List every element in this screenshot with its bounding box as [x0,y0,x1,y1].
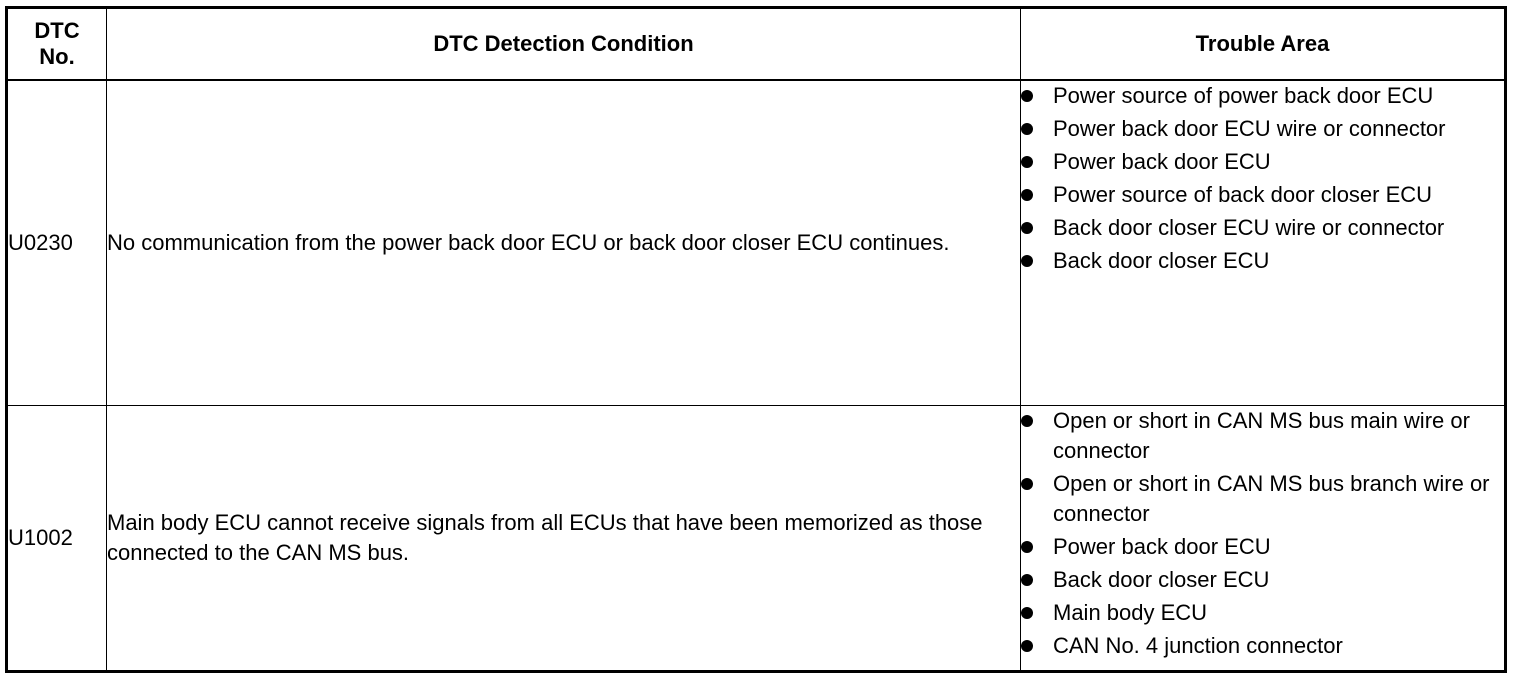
trouble-area-text: CAN No. 4 junction connector [1053,633,1343,658]
detection-condition: Main body ECU cannot receive signals from all ECUs that have been memorized as those connected to the CAN MS bus. [107,406,1021,672]
bullet-icon [1021,640,1033,652]
bullet-icon [1021,90,1033,102]
trouble-area-text: Power back door ECU [1053,534,1271,559]
bullet-icon [1021,478,1033,490]
bullet-icon [1021,123,1033,135]
table-row [7,406,1506,672]
list-item [1021,598,1504,628]
list-item [1021,180,1504,210]
dtc-code: U0230 [7,80,107,406]
list-item [1021,147,1504,177]
trouble-area-text: Open or short in CAN MS bus main wire or connector [1053,408,1470,463]
trouble-area-text: Back door closer ECU [1053,247,1270,273]
header-detection-condition: DTC Detection Condition [107,8,1021,80]
dtc-table [5,6,1507,673]
list-item [1021,81,1504,111]
bullet-icon [1021,255,1033,267]
header-trouble-area: Trouble Area [1021,8,1506,80]
trouble-area-text: Power back door ECU [1053,148,1271,174]
list-item [1021,565,1504,595]
trouble-area-text: Power source of back door closer ECU [1053,181,1433,207]
bullet-icon [1021,574,1033,586]
trouble-area-text: Back door closer ECU wire or connector [1053,214,1445,240]
trouble-area-cell [1021,80,1506,406]
dtc-code: U1002 [7,406,107,672]
header-row [7,8,1506,80]
detection-condition: No communication from the power back door ECU or back door closer ECU continues. [107,80,1021,406]
list-item [1021,631,1504,661]
bullet-icon [1021,156,1033,168]
trouble-area-cell [1021,406,1506,672]
table-row [7,80,1506,406]
trouble-area-list [1021,406,1504,661]
trouble-area-text: Power back door ECU wire or connector [1053,115,1446,141]
list-item [1021,213,1504,243]
trouble-area-text: Power source of power back door ECU [1053,82,1434,108]
bullet-icon [1021,222,1033,234]
bullet-icon [1021,415,1033,427]
list-item [1021,406,1504,466]
trouble-area-text: Back door closer ECU [1053,567,1270,592]
list-item [1021,532,1504,562]
list-item [1021,246,1504,276]
header-dtc-no: DTC No. [7,8,107,80]
bullet-icon [1021,189,1033,201]
trouble-area-text: Open or short in CAN MS bus branch wire or connector [1053,471,1490,526]
bullet-icon [1021,541,1033,553]
bullet-icon [1021,607,1033,619]
list-item [1021,114,1504,144]
trouble-area-text: Main body ECU [1053,600,1208,625]
list-item [1021,469,1504,529]
trouble-area-list [1021,81,1504,276]
